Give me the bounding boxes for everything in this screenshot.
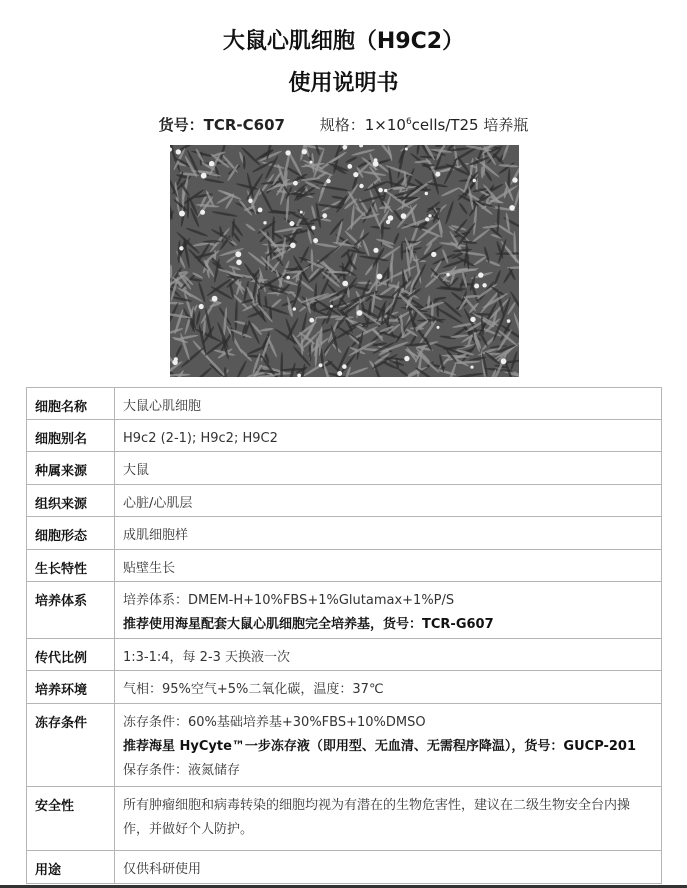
row-label: 冻存条件 (27, 704, 115, 787)
row-label: 传代比例 (27, 639, 115, 671)
row-value (115, 388, 662, 420)
table-row (27, 517, 662, 550)
table-row (27, 582, 662, 639)
row-value (115, 671, 662, 704)
value-line: 保存条件：液氮储存 (123, 763, 241, 778)
cell-micrograph (170, 145, 519, 377)
value-line: 1:3-1:4，每 2-3 天换液一次 (123, 650, 291, 665)
value-line: 推荐使用海星配套大鼠心肌细胞完全培养基，货号：TCR-G607 (123, 617, 494, 632)
value-line: 贴壁生长 (123, 561, 176, 576)
table-row (27, 550, 662, 582)
row-label: 细胞别名 (27, 420, 115, 452)
row-value (115, 787, 662, 851)
value-line: 所有肿瘤细胞和病毒转染的细胞均视为有潜在的生物危害性，建议在二级生物安全台内操作，并做好个人防护。 (123, 798, 631, 837)
spec-prefix: 规格：1×10 (319, 116, 406, 134)
value-line: 大鼠心肌细胞 (123, 399, 202, 414)
catalog-number: 货号：TCR-C607 (158, 116, 285, 134)
row-label: 培养体系 (27, 582, 115, 639)
table-row (27, 485, 662, 517)
row-label: 组织来源 (27, 485, 115, 517)
row-value (115, 485, 662, 517)
row-value (115, 517, 662, 550)
row-label: 细胞名称 (27, 388, 115, 420)
row-label: 种属来源 (27, 452, 115, 485)
spec-suffix: cells/T25 培养瓶 (411, 116, 529, 134)
table-row (27, 452, 662, 485)
value-line: 成肌细胞样 (123, 528, 189, 543)
value-line: 推荐海星 HyCyte™一步冻存液（即用型、无血清、无需程序降温），货号：GUCP-201 (123, 739, 637, 754)
value-line: 仅供科研使用 (123, 862, 202, 877)
table-row (27, 388, 662, 420)
row-label: 安全性 (27, 787, 115, 851)
table-row (27, 787, 662, 851)
table-row (27, 704, 662, 787)
specification-table (26, 387, 662, 884)
document-subtitle: 使用说明书 (288, 71, 399, 96)
row-label: 用途 (27, 851, 115, 884)
table-row (27, 639, 662, 671)
row-label: 细胞形态 (27, 517, 115, 550)
row-value (115, 851, 662, 884)
table-row (27, 851, 662, 884)
document-title: 大鼠心肌细胞（H9C2） (222, 29, 465, 54)
spec-exponent: 6 (405, 117, 412, 127)
value-line: 气相：95%空气+5%二氧化碳，温度：37℃ (123, 682, 384, 697)
row-value (115, 452, 662, 485)
value-line: 冻存条件：60%基础培养基+30%FBS+10%DMSO (123, 715, 426, 730)
table-row (27, 671, 662, 704)
value-line: 大鼠 (123, 463, 150, 478)
row-value (115, 420, 662, 452)
row-value (115, 582, 662, 639)
value-line: 心脏/心肌层 (123, 496, 193, 511)
product-meta (0, 114, 687, 135)
row-value (115, 704, 662, 787)
row-label: 培养环境 (27, 671, 115, 704)
row-value (115, 550, 662, 582)
value-line: H9c2 (2-1); H9c2; H9C2 (123, 431, 278, 446)
value-line: 培养体系：DMEM-H+10%FBS+1%Glutamax+1%P/S (123, 593, 455, 608)
table-row (27, 420, 662, 452)
row-label: 生长特性 (27, 550, 115, 582)
row-value (115, 639, 662, 671)
